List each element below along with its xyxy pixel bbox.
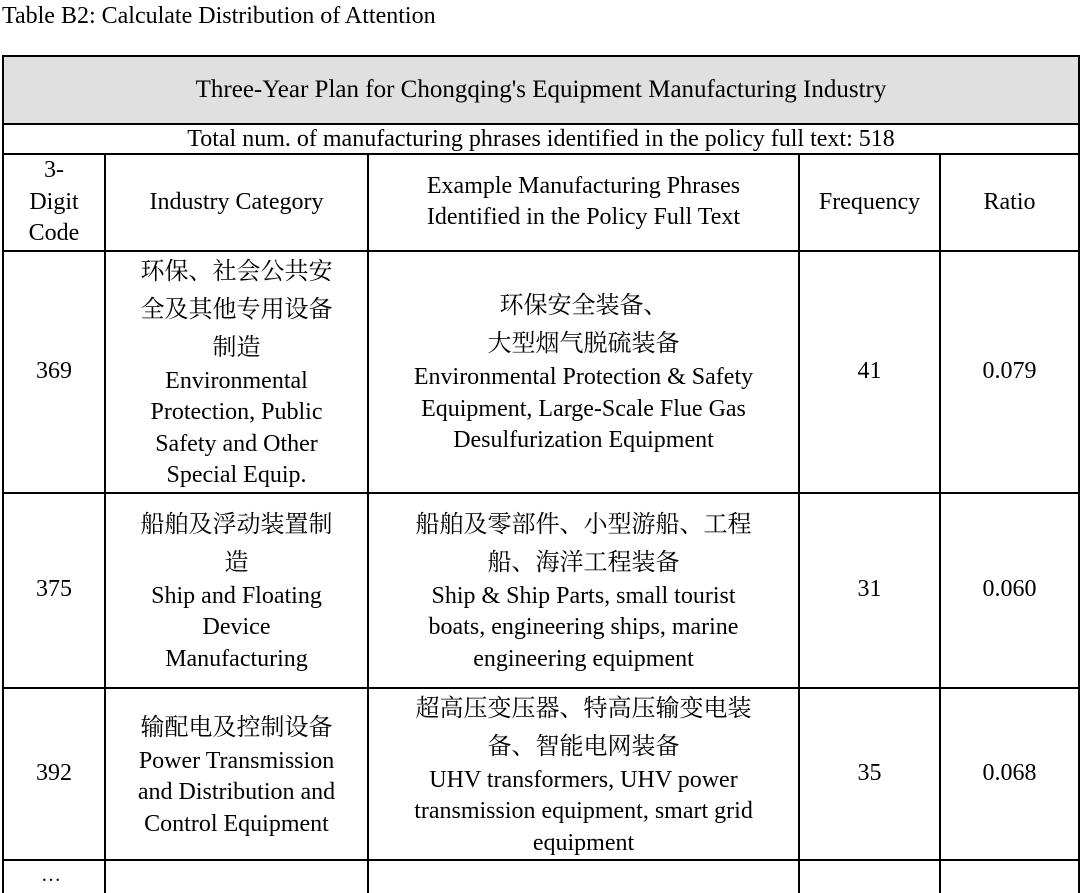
- code-cell: 375: [3, 493, 105, 688]
- header-frequency: Frequency: [799, 154, 940, 251]
- table-caption: Table B2: Calculate Distribution of Attention: [2, 3, 436, 29]
- examples-en-line: UHV transformers, UHV power: [429, 766, 738, 793]
- examples-cell: [368, 251, 799, 493]
- category-en-line: and Distribution and: [137, 779, 336, 805]
- category-cell: [105, 251, 368, 493]
- continuation-row: [3, 860, 1079, 893]
- table-title: Three-Year Plan for Chongqing's Equipment Manufacturing Industry: [3, 56, 1079, 124]
- category-en-line: Device: [202, 614, 271, 641]
- frequency-cell: 35: [799, 688, 940, 861]
- frequency-cell: 31: [799, 493, 940, 688]
- frequency-cell: 41: [799, 251, 940, 493]
- empty-cell: [940, 860, 1079, 893]
- ratio-cell: 0.068: [940, 688, 1079, 861]
- header-examples: [368, 154, 799, 251]
- examples-en-line: Desulfurization Equipment: [453, 427, 714, 454]
- ratio-cell: 0.060: [940, 493, 1079, 688]
- examples-zh-line: 环保安全装备、: [499, 291, 668, 320]
- examples-zh-line: 船、海洋工程装备: [487, 547, 680, 576]
- table-row: [3, 688, 1079, 861]
- category-en-line: Ship and Floating: [151, 582, 322, 609]
- examples-zh-line: 船舶及零部件、小型游船、工程: [415, 509, 752, 538]
- code-cell: 369: [3, 251, 105, 493]
- ratio-cell: 0.079: [940, 251, 1079, 493]
- category-zh-line: 船舶及浮动装置制: [140, 509, 333, 538]
- category-en-line: Manufacturing: [165, 645, 308, 672]
- empty-cell: [799, 860, 940, 893]
- examples-en-line: equipment: [532, 829, 635, 856]
- header-examples-line: Example Manufacturing Phrases: [426, 172, 741, 199]
- header-category: Industry Category: [105, 154, 368, 251]
- attention-distribution-table: [2, 55, 1080, 893]
- category-zh-line: 造: [224, 547, 249, 576]
- table-row: [3, 493, 1079, 688]
- examples-en-line: transmission equipment, smart grid: [414, 798, 753, 824]
- category-en-line: Control Equipment: [144, 810, 329, 837]
- category-en-line: Environmental: [165, 367, 308, 394]
- header-code-line: 3-: [44, 157, 64, 183]
- code-cell: 392: [3, 688, 105, 861]
- examples-en-line: Environmental Protection & Safety: [413, 364, 754, 391]
- empty-cell: [105, 860, 368, 893]
- header-code: [3, 154, 105, 251]
- category-zh-line: 环保、社会公共安: [140, 256, 333, 285]
- examples-en-line: Ship & Ship Parts, small tourist: [431, 582, 736, 609]
- continuation-ellipsis: …: [41, 864, 61, 886]
- category-zh-line: 输配电及控制设备: [140, 712, 333, 741]
- header-ratio: Ratio: [940, 154, 1079, 251]
- category-zh-line: 制造: [212, 332, 261, 361]
- examples-en-line: engineering equipment: [473, 645, 694, 672]
- category-zh-line: 全及其他专用设备: [140, 294, 333, 323]
- category-cell: [105, 688, 368, 861]
- examples-cell: [368, 493, 799, 688]
- table-row: [3, 251, 1079, 493]
- category-en-line: Power Transmission: [138, 747, 335, 774]
- header-code-line: Digit: [29, 188, 79, 215]
- examples-en-line: Equipment, Large-Scale Flue Gas: [421, 395, 746, 422]
- examples-zh-line: 大型烟气脱硫装备: [487, 329, 680, 358]
- category-en-line: Protection, Public: [150, 399, 323, 425]
- header-code-line: Code: [28, 220, 80, 246]
- category-en-line: Safety and Other: [155, 430, 318, 457]
- continuation-cell: [3, 860, 105, 893]
- category-cell: [105, 493, 368, 688]
- header-row: [3, 154, 1079, 251]
- empty-cell: [368, 860, 799, 893]
- examples-cell: [368, 688, 799, 861]
- category-en-line: Special Equip.: [166, 462, 307, 488]
- examples-zh-line: 超高压变压器、特高压输变电装: [415, 693, 752, 722]
- examples-en-line: boats, engineering ships, marine: [428, 614, 739, 641]
- header-examples-line: Identified in the Policy Full Text: [426, 204, 741, 231]
- examples-zh-line: 备、智能电网装备: [487, 731, 680, 760]
- total-phrases-note: Total num. of manufacturing phrases identified in the policy full text: 518: [3, 124, 1079, 154]
